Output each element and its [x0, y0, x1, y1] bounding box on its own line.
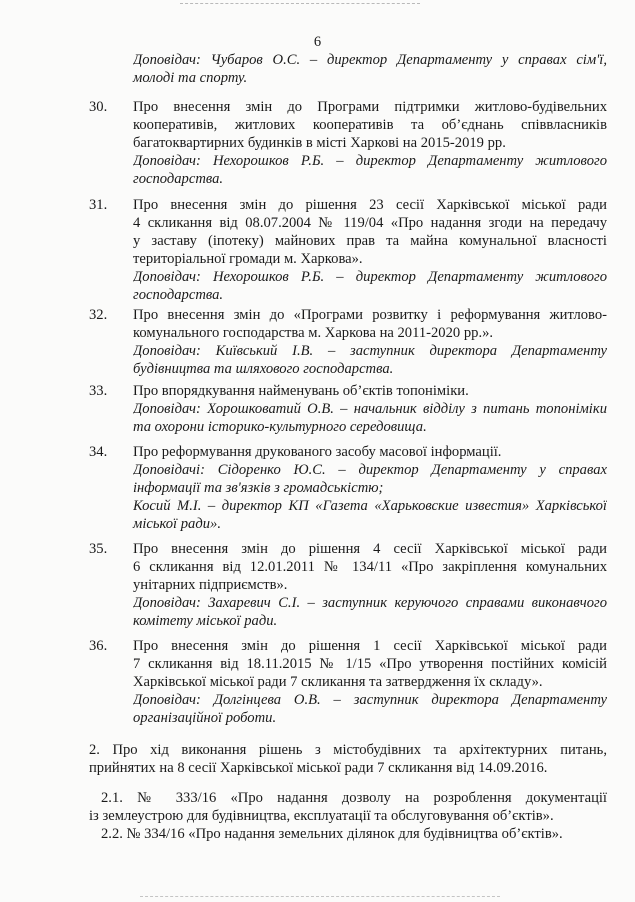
agenda-item-35 — [133, 540, 607, 630]
intro-speaker — [133, 51, 607, 87]
section-2-subitems — [89, 789, 607, 843]
speaker-line: Доповідачі: Сідоренко Ю.С. – директор Департаменту у справах — [133, 462, 607, 478]
speaker-line: міської ради». — [133, 516, 221, 532]
agenda-item-34 — [133, 443, 607, 533]
speaker-line: господарства. — [133, 287, 224, 303]
item-text-line: багатоквартирних будинків в місті Харкові на 2015-2019 рр. — [133, 135, 506, 151]
item-text-line: Харківської міської ради 7 скликання та затвердження їх складу». — [133, 674, 543, 690]
item-number: 30. — [89, 99, 108, 115]
scan-edge-bottom — [140, 896, 500, 898]
item-text-line: Про впорядкування найменувань об’єктів топоніміки. — [133, 383, 469, 399]
item-text-line: комунального господарства м. Харкова на 2011-2020 рр.». — [133, 325, 494, 341]
item-text-line: Про внесення змін до рішення 1 сесії Харківської міської ради — [133, 638, 607, 654]
agenda-item-30 — [133, 98, 607, 188]
speaker-line: Доповідач: Нехорошков Р.Б. – директор Департаменту житлового — [133, 269, 607, 285]
item-text-line: у заставу (іпотеку) майнових прав та майна комунальної власності — [133, 233, 607, 249]
speaker-line: молоді та спорту. — [133, 70, 248, 86]
speaker-line: Доповідач: Захаревич С.І. – заступник керуючого справами виконавчого — [133, 595, 607, 611]
speaker-line: Доповідач: Нехорошков Р.Б. – директор Департаменту житлового — [133, 153, 607, 169]
item-number: 35. — [89, 541, 108, 557]
page-number: 6 — [313, 34, 322, 50]
item-number: 31. — [89, 197, 108, 213]
item-number: 33. — [89, 383, 108, 399]
speaker-line: будівництва та шляхового господарства. — [133, 361, 394, 377]
agenda-item-32 — [133, 306, 607, 378]
subitem-line: із землеустрою для будівництва, експлуатації та обслуговування об’єктів». — [89, 808, 554, 824]
speaker-line: Доповідач: Долгінцева О.В. – заступник директора Департаменту — [133, 692, 607, 708]
speaker-line: Доповідач: Київський І.В. – заступник директора Департаменту — [133, 343, 607, 359]
agenda-item-33 — [133, 382, 607, 436]
scan-edge-top — [180, 3, 420, 5]
speaker-line: інформації та зв'язків з громадськістю; — [133, 480, 384, 496]
section-heading-line: 2. Про хід виконання рішень з містобудівних та архітектурних питань, — [89, 742, 607, 758]
agenda-item-31 — [133, 196, 607, 304]
speaker-line: Косий М.І. – директор КП «Газета «Харьковские известия» Харківської — [133, 498, 607, 514]
speaker-line: та охорони історико-культурного середовища. — [133, 419, 427, 435]
item-text-line: Про внесення змін до «Програми розвитку і реформування житлово- — [133, 307, 607, 323]
item-text-line: 6 скликання від 12.01.2011 № 134/11 «Про закріплення комунальних — [133, 559, 607, 575]
item-text-line: Про внесення змін до рішення 4 сесії Харківської міської ради — [133, 541, 607, 557]
speaker-line: Доповідач: Чубаров О.С. – директор Департаменту у справах сім'ї, — [133, 52, 607, 68]
item-text-line: 7 скликання від 18.11.2015 № 1/15 «Про утворення постійних комісій — [133, 656, 607, 672]
item-text-line: кооперативів, житлових кооперативів та об’єднань співвласників — [133, 117, 607, 133]
speaker-line: комітету міської ради. — [133, 613, 278, 629]
speaker-line: господарства. — [133, 171, 224, 187]
section-2 — [89, 741, 607, 777]
item-text-line: Про внесення змін до рішення 23 сесії Харківської міської ради — [133, 197, 607, 213]
speaker-line: організаційної роботи. — [133, 710, 277, 726]
item-number: 34. — [89, 444, 108, 460]
item-number: 36. — [89, 638, 108, 654]
item-number: 32. — [89, 307, 108, 323]
item-text-line: територіальної громади м. Харкова». — [133, 251, 363, 267]
item-text-line: Про реформування друкованого засобу масової інформації. — [133, 444, 502, 460]
subitem-line: 2.2. № 334/16 «Про надання земельних ділянок для будівництва об’єктів». — [101, 826, 563, 842]
agenda-item-36 — [133, 637, 607, 727]
section-heading-line: прийнятих на 8 сесії Харківської міської ради 7 скликання від 14.09.2016. — [89, 760, 548, 776]
item-text-line: 4 скликання від 08.07.2004 № 119/04 «Про надання згоди на передачу — [133, 215, 607, 231]
item-text-line: Про внесення змін до Програми підтримки житлово-будівельних — [133, 99, 607, 115]
subitem-line: 2.1. № 333/16 «Про надання дозволу на розроблення документації — [101, 790, 607, 806]
speaker-line: Доповідач: Хорошковатий О.В. – начальник відділу з питань топоніміки — [133, 401, 607, 417]
item-text-line: унітарних підприємств». — [133, 577, 288, 593]
